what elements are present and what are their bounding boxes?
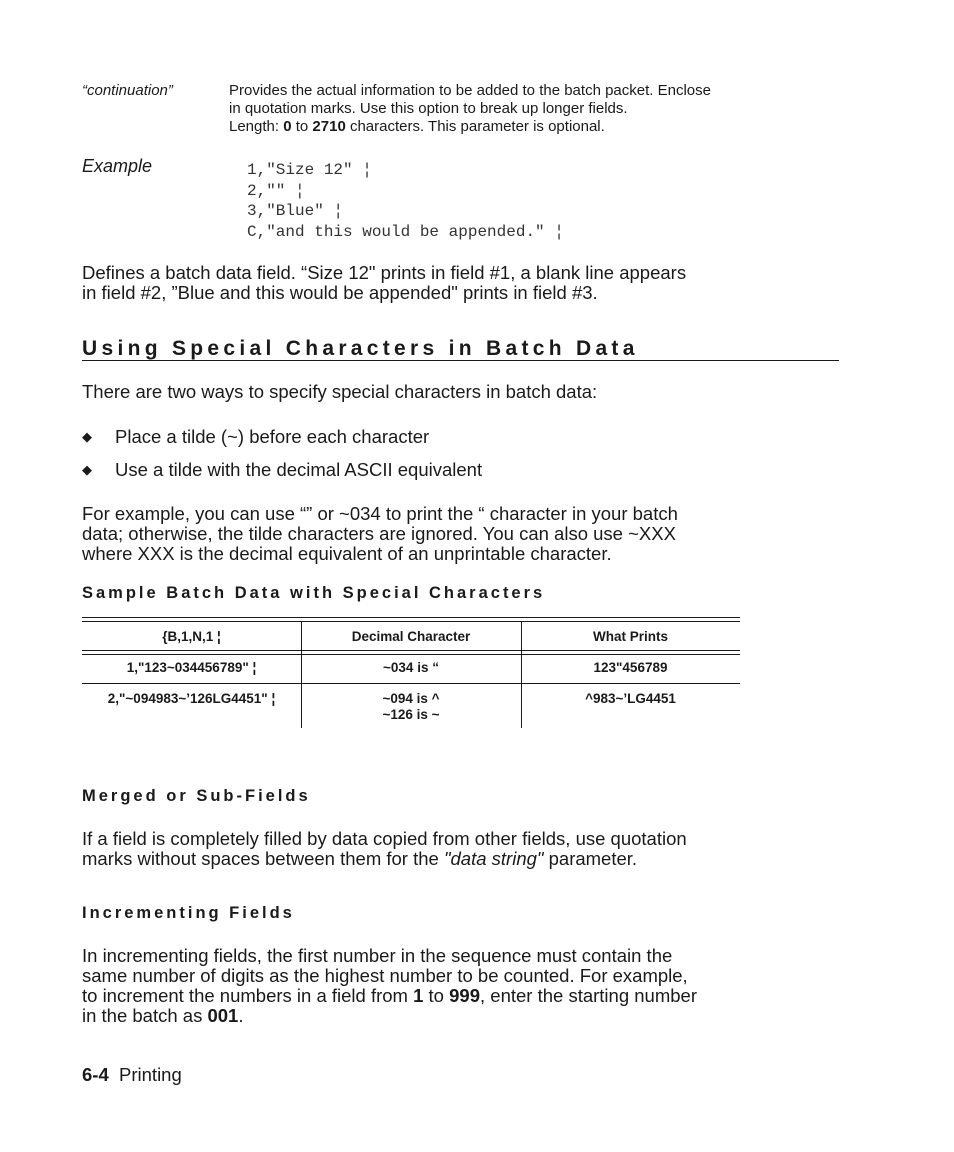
text-span: , enter the starting number (480, 985, 697, 1006)
code-line: C,"and this would be appended." ¦ (247, 222, 564, 241)
text-span: to (423, 985, 450, 1006)
min-length: 0 (283, 118, 292, 135)
table-top-rule (82, 617, 740, 618)
start-number: 1 (413, 985, 424, 1006)
text-span: parameter. (543, 848, 638, 869)
section-lead (82, 382, 842, 402)
subheading-merged: Merged or Sub-Fields (82, 787, 311, 805)
diamond-bullet-icon: ◆ (82, 462, 92, 477)
end-number: 999 (449, 985, 480, 1006)
bullet-item (82, 426, 429, 448)
table-top-rule (82, 621, 740, 622)
paragraph-line: data; otherwise, the tilde characters are ignored. You can also use ~XXX (82, 523, 676, 544)
parameter-description (229, 82, 869, 136)
paragraph-line: There are two ways to specify special characters in batch data: (82, 381, 598, 402)
table-cell: ~094 is ^ (382, 691, 440, 706)
bullet-text: Use a tilde with the decimal ASCII equivalent (115, 459, 483, 480)
text-span: . (238, 1005, 244, 1026)
bullet-text: Place a tilde (~) before each character (115, 426, 430, 447)
example-code-block (247, 160, 564, 242)
param-desc-line: in quotation marks. Use this option to break up longer fields. (229, 100, 628, 117)
paragraph-line: where XXX is the decimal equivalent of an unprintable character. (82, 543, 612, 564)
table-cell: 2,"~094983~’126LG4451" ¦ (107, 691, 276, 706)
paragraph-line: For example, you can use “” or ~034 to print the “ character in your batch (82, 503, 678, 524)
intro-paragraph (82, 263, 842, 303)
paragraph-line (82, 1006, 842, 1026)
paragraph-line: in field #2, ”Blue and this would be appended" prints in field #3. (82, 282, 598, 303)
code-line: 1,"Size 12" ¦ (247, 161, 372, 179)
table-cell: ^983~’LG4451 (585, 691, 676, 706)
table-header-cell: Decimal Character (351, 629, 471, 644)
table-header-rule (82, 654, 740, 655)
text-span: marks without spaces between them for the (82, 848, 444, 869)
footer-section-name: Printing (119, 1064, 182, 1085)
table-row-rule (82, 683, 740, 684)
incrementing-paragraph (82, 946, 842, 1026)
subheading-incrementing: Incrementing Fields (82, 904, 295, 922)
special-chars-paragraph (82, 504, 842, 564)
paragraph-line (82, 849, 842, 869)
data-string-term: "data string" (443, 848, 544, 869)
merged-paragraph (82, 829, 842, 869)
bullet-item (82, 459, 482, 481)
table-cell: 1,"123~034456789" ¦ (126, 660, 257, 675)
code-line: 3,"Blue" ¦ (247, 202, 344, 220)
paragraph-line: Defines a batch data field. “Size 12" prints in field #1, a blank line appears (82, 262, 687, 283)
table-cell: ~034 is “ (383, 660, 439, 675)
max-length: 2710 (312, 118, 346, 135)
param-desc-line (229, 118, 869, 136)
paragraph-line: If a field is completely filled by data copied from other fields, use quotation (82, 828, 687, 849)
table-header-cell: {B,1,N,1 ¦ (162, 629, 221, 644)
text-span: to (291, 118, 313, 135)
paragraph-line: In incrementing fields, the first number in the sequence must contain the (82, 945, 673, 966)
code-line: 2,"" ¦ (247, 181, 305, 200)
table-header-rule (82, 650, 740, 651)
table-cell: 123"456789 (593, 660, 668, 675)
text-span: to increment the numbers in a field from (82, 985, 414, 1006)
param-desc-line: Provides the actual information to be added to the batch packet. Enclose (229, 82, 711, 99)
section-heading: Using Special Characters in Batch Data (82, 337, 639, 360)
parameter-term: “continuation” (82, 82, 173, 99)
table-header-cell: What Prints (592, 629, 668, 644)
subheading-sample: Sample Batch Data with Special Characters (82, 584, 546, 602)
text-span: Length: (229, 118, 284, 135)
page-footer (82, 1064, 182, 1086)
page-number: 6-4 (82, 1064, 109, 1085)
starting-value: 001 (207, 1005, 239, 1026)
example-label: Example (82, 156, 153, 176)
paragraph-line (82, 986, 842, 1006)
section-heading-rule (82, 360, 839, 361)
diamond-bullet-icon: ◆ (82, 429, 92, 444)
table-cell: ~126 is ~ (382, 707, 440, 722)
paragraph-line: same number of digits as the highest number to be counted. For example, (82, 965, 688, 986)
text-span: in the batch as (82, 1005, 208, 1026)
text-span: characters. This parameter is optional. (345, 118, 605, 135)
